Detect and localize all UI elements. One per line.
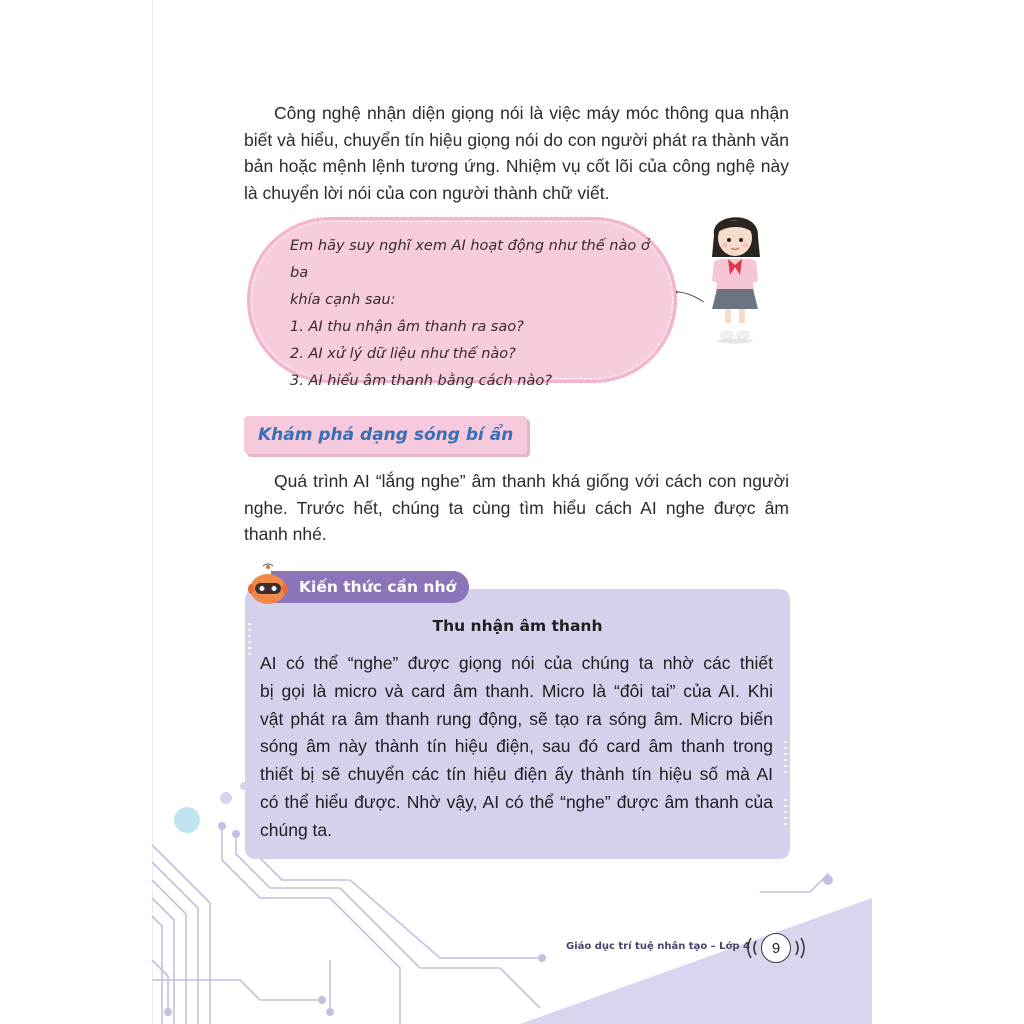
bubble-prompt-line: khía cạnh sau: [290,292,396,308]
knowledge-tab-label: Kiến thức cần nhớ [299,578,457,596]
bubble-question-2: 2. AI xử lý dữ liệu như thế nào? [290,346,516,362]
sound-wave-right-icon [796,938,804,958]
knowledge-line: sóng âm này thành tín hiệu điện, sau đó card âm thanh trong [260,736,773,757]
bubble-question-3: 3. AI hiểu âm thanh bằng cách nào? [290,373,552,389]
intro-line: Công nghệ nhận diện giọng nói là việc máy móc thông qua nhận [274,103,789,123]
knowledge-line: thiết bị sẽ chuyển các tín hiệu điện ấy thành tín hiệu số mà AI [260,764,773,785]
bubble-question-1: 1. AI thu nhận âm thanh ra sao? [290,319,524,335]
knowledge-line: vật phát ra âm thanh rung động, sẽ tạo ra sóng âm. Micro biến [260,708,773,729]
bubble-prompt-line: Em hãy suy nghĩ xem AI hoạt động như thế nào ở ba [290,238,650,281]
knowledge-line: chúng ta. [260,819,332,840]
sound-wave-left-icon [748,938,756,958]
intro-line: biết và hiểu, chuyển tín hiệu giọng nói do con người phát ra thành văn [244,129,789,150]
section-line: thanh nhé. [244,524,327,545]
knowledge-line: bị gọi là micro và card âm thanh. Micro là “đôi tai” của AI. Khi [260,680,773,701]
section-line: nghe. Trước hết, chúng ta cùng tìm hiểu cách AI nghe được âm [244,497,789,518]
page-number: 9 [761,933,791,963]
section-line: Quá trình AI “lắng nghe” âm thanh khá giống với cách con người [274,471,789,491]
knowledge-title: Thu nhận âm thanh [432,617,603,635]
section-heading-text: Khám phá dạng sóng bí ẩn [258,425,514,445]
knowledge-line: AI có thể “nghe” được giọng nói của chúng ta nhờ các thiết [260,653,773,673]
knowledge-line: có thể hiểu được. Nhờ vậy, AI có thể “nghe” được âm thanh của [260,791,773,812]
footer-book-title: Giáo dục trí tuệ nhân tạo – Lớp 4 [566,941,750,952]
intro-line: bản hoặc mệnh lệnh tương ứng. Nhiệm vụ cốt lõi của công nghệ này [244,156,789,177]
intro-line: là chuyển lời nói của con người thành chữ viết. [244,183,610,204]
